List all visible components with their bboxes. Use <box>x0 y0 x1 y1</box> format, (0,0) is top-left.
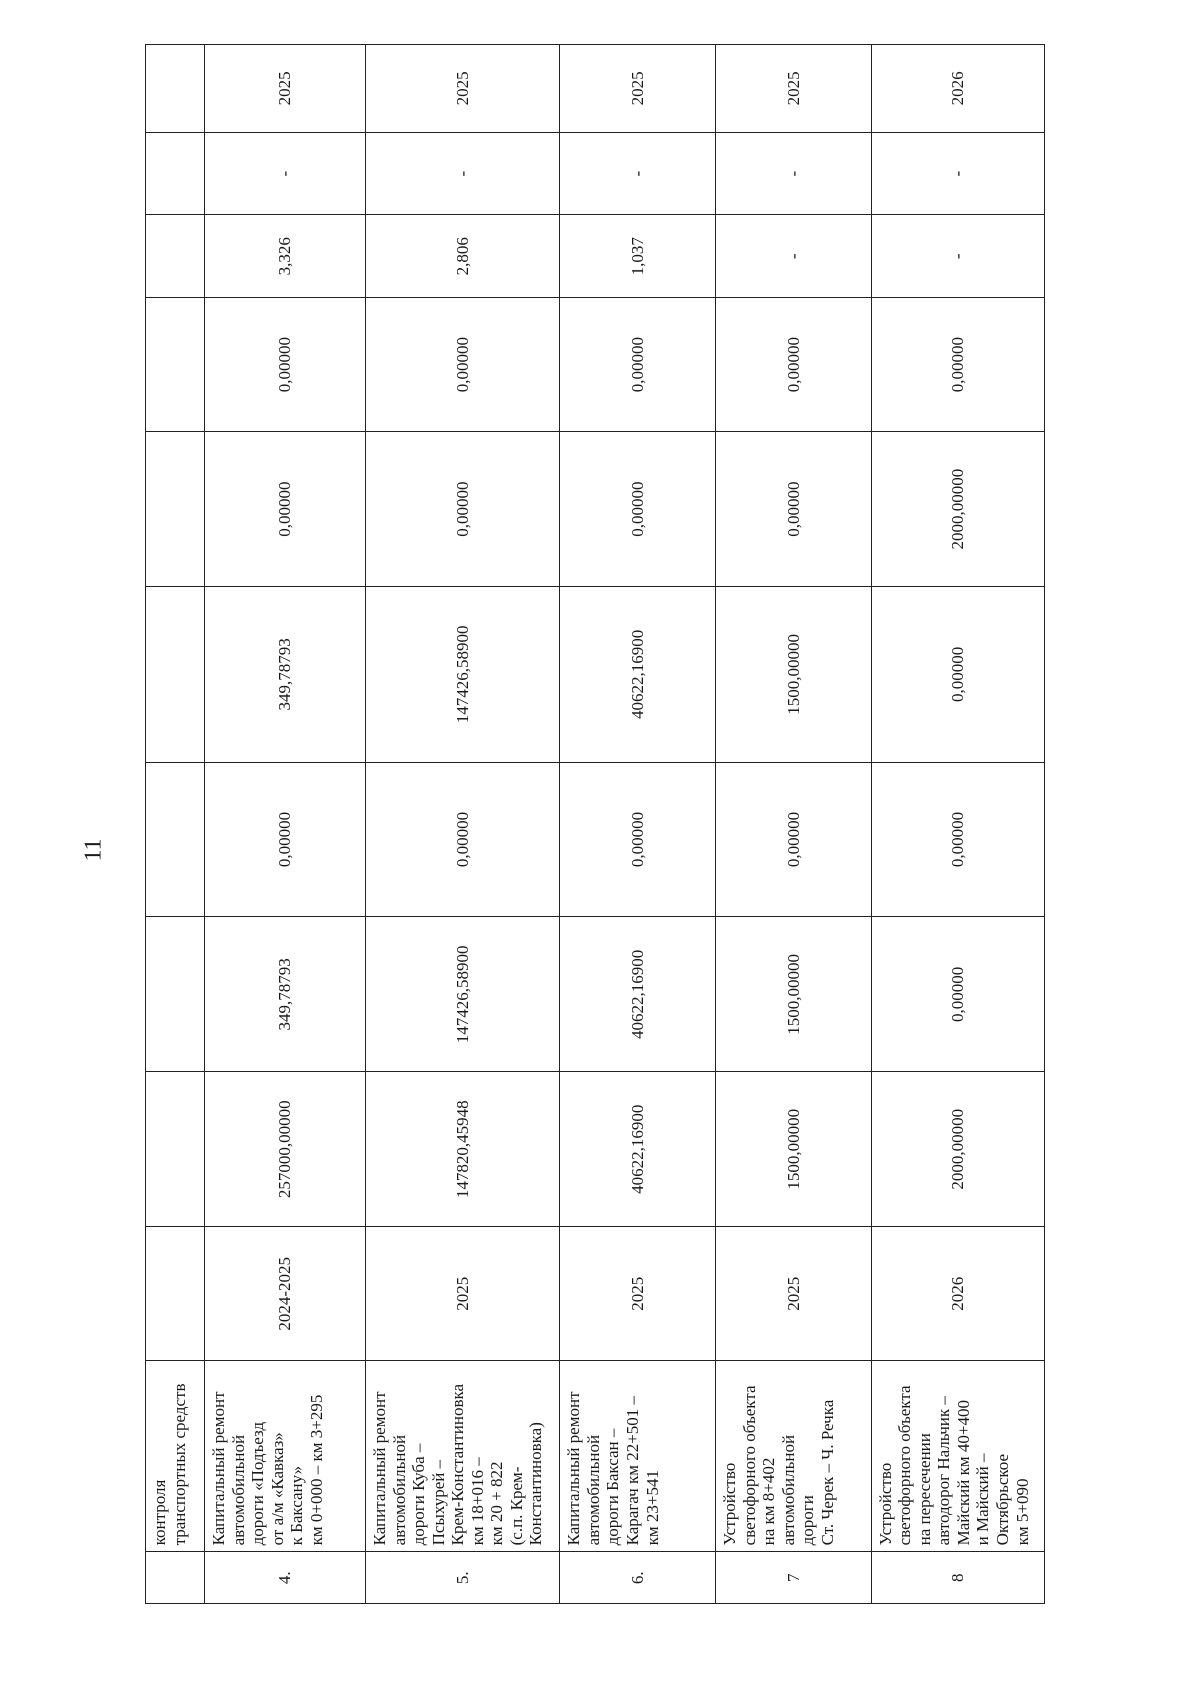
cell-sum-e <box>146 298 205 432</box>
table-row <box>205 45 366 1604</box>
cell-sum-c: 40622,16900 <box>560 587 716 763</box>
cell-period: 2025 <box>560 1227 716 1361</box>
table-row <box>871 45 1044 1604</box>
cell-sum-d: 0,00000 <box>366 432 560 587</box>
name-line: дороги Куба – <box>409 1443 429 1546</box>
cell-year: 2026 <box>871 45 1044 133</box>
cell-sum-d: 0,00000 <box>205 432 366 587</box>
name-line: (с.п. Крем- <box>506 1466 526 1546</box>
cell-sum-b: 0,00000 <box>560 762 716 917</box>
name-line: Крем-Константиновка <box>448 1383 468 1546</box>
cell-period: 2026 <box>871 1227 1044 1361</box>
cell-sum-e: 0,00000 <box>560 298 716 432</box>
cell-length: 3,326 <box>205 215 366 298</box>
cell-sum-d <box>146 432 205 587</box>
cell-num: 5. <box>366 1552 560 1604</box>
table-row-continuation <box>146 45 205 1604</box>
name-line: транспортных средств <box>169 1383 189 1546</box>
cell-sum-e: 0,00000 <box>366 298 560 432</box>
name-line: Майский км 40+400 <box>953 1400 973 1546</box>
cell-extra <box>146 132 205 215</box>
cell-total-cost: 1500,00000 <box>716 1072 872 1227</box>
name-line: Устройство <box>875 1462 895 1546</box>
name-line: светофорного объекта <box>895 1385 915 1546</box>
name-line: автомобильной <box>778 1434 798 1546</box>
cell-sum-a <box>146 917 205 1072</box>
name-line: Капитальный ремонт <box>209 1391 229 1546</box>
cell-sum-e: 0,00000 <box>871 298 1044 432</box>
table-rotated-wrapper <box>145 44 1045 1604</box>
cell-sum-a: 349,78793 <box>205 917 366 1072</box>
cell-total-cost: 2000,00000 <box>871 1072 1044 1227</box>
name-line: Псыхурей – <box>428 1459 448 1546</box>
cell-year: 2025 <box>716 45 872 133</box>
cell-total-cost: 40622,16900 <box>560 1072 716 1227</box>
cell-extra: - <box>560 132 716 215</box>
cell-total-cost: 257000,00000 <box>205 1072 366 1227</box>
cell-num: 6. <box>560 1552 716 1604</box>
cell-name <box>560 1361 716 1552</box>
name-line: км 18+016 – <box>467 1457 487 1546</box>
name-line: автомобильной <box>389 1434 409 1546</box>
name-line: Октябрьское <box>992 1453 1012 1546</box>
name-line: к Баксану» <box>287 1465 307 1546</box>
name-line: Ст. Черек – Ч. Речка <box>817 1399 837 1546</box>
name-line: Капитальный ремонт <box>370 1391 390 1546</box>
cell-name <box>205 1361 366 1552</box>
cell-num: 4. <box>205 1552 366 1604</box>
cell-sum-b: 0,00000 <box>366 762 560 917</box>
cell-extra: - <box>871 132 1044 215</box>
name-line: км 23+541 <box>642 1470 662 1546</box>
cell-year: 2025 <box>205 45 366 133</box>
name-line: км 20 + 822 <box>487 1461 507 1546</box>
cell-sum-e: 0,00000 <box>716 298 872 432</box>
cell-sum-b: 0,00000 <box>871 762 1044 917</box>
cell-sum-d: 0,00000 <box>716 432 872 587</box>
cell-sum-c: 0,00000 <box>871 587 1044 763</box>
cell-total-cost: 147820,45948 <box>366 1072 560 1227</box>
cell-length: 1,037 <box>560 215 716 298</box>
cell-sum-b <box>146 762 205 917</box>
cell-name <box>366 1361 560 1552</box>
cell-sum-a: 0,00000 <box>871 917 1044 1072</box>
cell-name <box>871 1361 1044 1552</box>
cell-year <box>146 45 205 133</box>
cell-total-cost <box>146 1072 205 1227</box>
table-row <box>366 45 560 1604</box>
name-line: Устройство <box>720 1462 740 1546</box>
cell-name <box>146 1361 205 1552</box>
name-line: автомобильной <box>583 1434 603 1546</box>
cell-extra: - <box>205 132 366 215</box>
name-line: Карагач км 22+501 – <box>622 1395 642 1546</box>
cell-sum-c <box>146 587 205 763</box>
cell-num <box>146 1552 205 1604</box>
cell-length: 2,806 <box>366 215 560 298</box>
cell-year: 2025 <box>366 45 560 133</box>
cell-sum-e: 0,00000 <box>205 298 366 432</box>
cell-sum-d: 2000,00000 <box>871 432 1044 587</box>
cell-year: 2025 <box>560 45 716 133</box>
name-line: дороги Баксан – <box>603 1428 623 1546</box>
cell-sum-b: 0,00000 <box>205 762 366 917</box>
cell-sum-a: 40622,16900 <box>560 917 716 1072</box>
cell-length: - <box>716 215 872 298</box>
cell-sum-c: 349,78793 <box>205 587 366 763</box>
name-line: Константиновка) <box>526 1422 546 1546</box>
cell-sum-a: 1500,00000 <box>716 917 872 1072</box>
cell-sum-c: 1500,00000 <box>716 587 872 763</box>
name-line: и Майский – <box>973 1453 993 1546</box>
cell-period: 2025 <box>716 1227 872 1361</box>
name-line: светофорного объекта <box>739 1385 759 1546</box>
cell-period <box>146 1227 205 1361</box>
name-line: от а/м «Кавказ» <box>267 1432 287 1546</box>
name-line: на км 8+402 <box>759 1457 779 1546</box>
cell-sum-d: 0,00000 <box>560 432 716 587</box>
name-line: км 5+090 <box>1012 1478 1032 1546</box>
name-line: автодорог Нальчик – <box>934 1396 954 1546</box>
cell-sum-b: 0,00000 <box>716 762 872 917</box>
cell-num: 7 <box>716 1552 872 1604</box>
name-line: автомобильной <box>228 1434 248 1546</box>
cell-name <box>716 1361 872 1552</box>
cell-period: 2024-2025 <box>205 1227 366 1361</box>
page-number: 11 <box>80 838 107 862</box>
cell-length <box>146 215 205 298</box>
name-line: Капитальный ремонт <box>564 1391 584 1546</box>
cell-sum-a: 147426,58900 <box>366 917 560 1072</box>
cell-sum-c: 147426,58900 <box>366 587 560 763</box>
cell-num: 8 <box>871 1552 1044 1604</box>
name-line: км 0+000 – км 3+295 <box>306 1394 326 1546</box>
name-line: на пересечении <box>914 1433 934 1546</box>
name-line: контроля <box>150 1479 169 1546</box>
cell-length: - <box>871 215 1044 298</box>
table-row <box>716 45 872 1604</box>
objects-table <box>145 44 1045 1604</box>
cell-extra: - <box>716 132 872 215</box>
name-line: дороги <box>798 1495 818 1546</box>
table-row <box>560 45 716 1604</box>
cell-period: 2025 <box>366 1227 560 1361</box>
cell-extra: - <box>366 132 560 215</box>
name-line: дороги «Подъезд <box>248 1421 268 1546</box>
